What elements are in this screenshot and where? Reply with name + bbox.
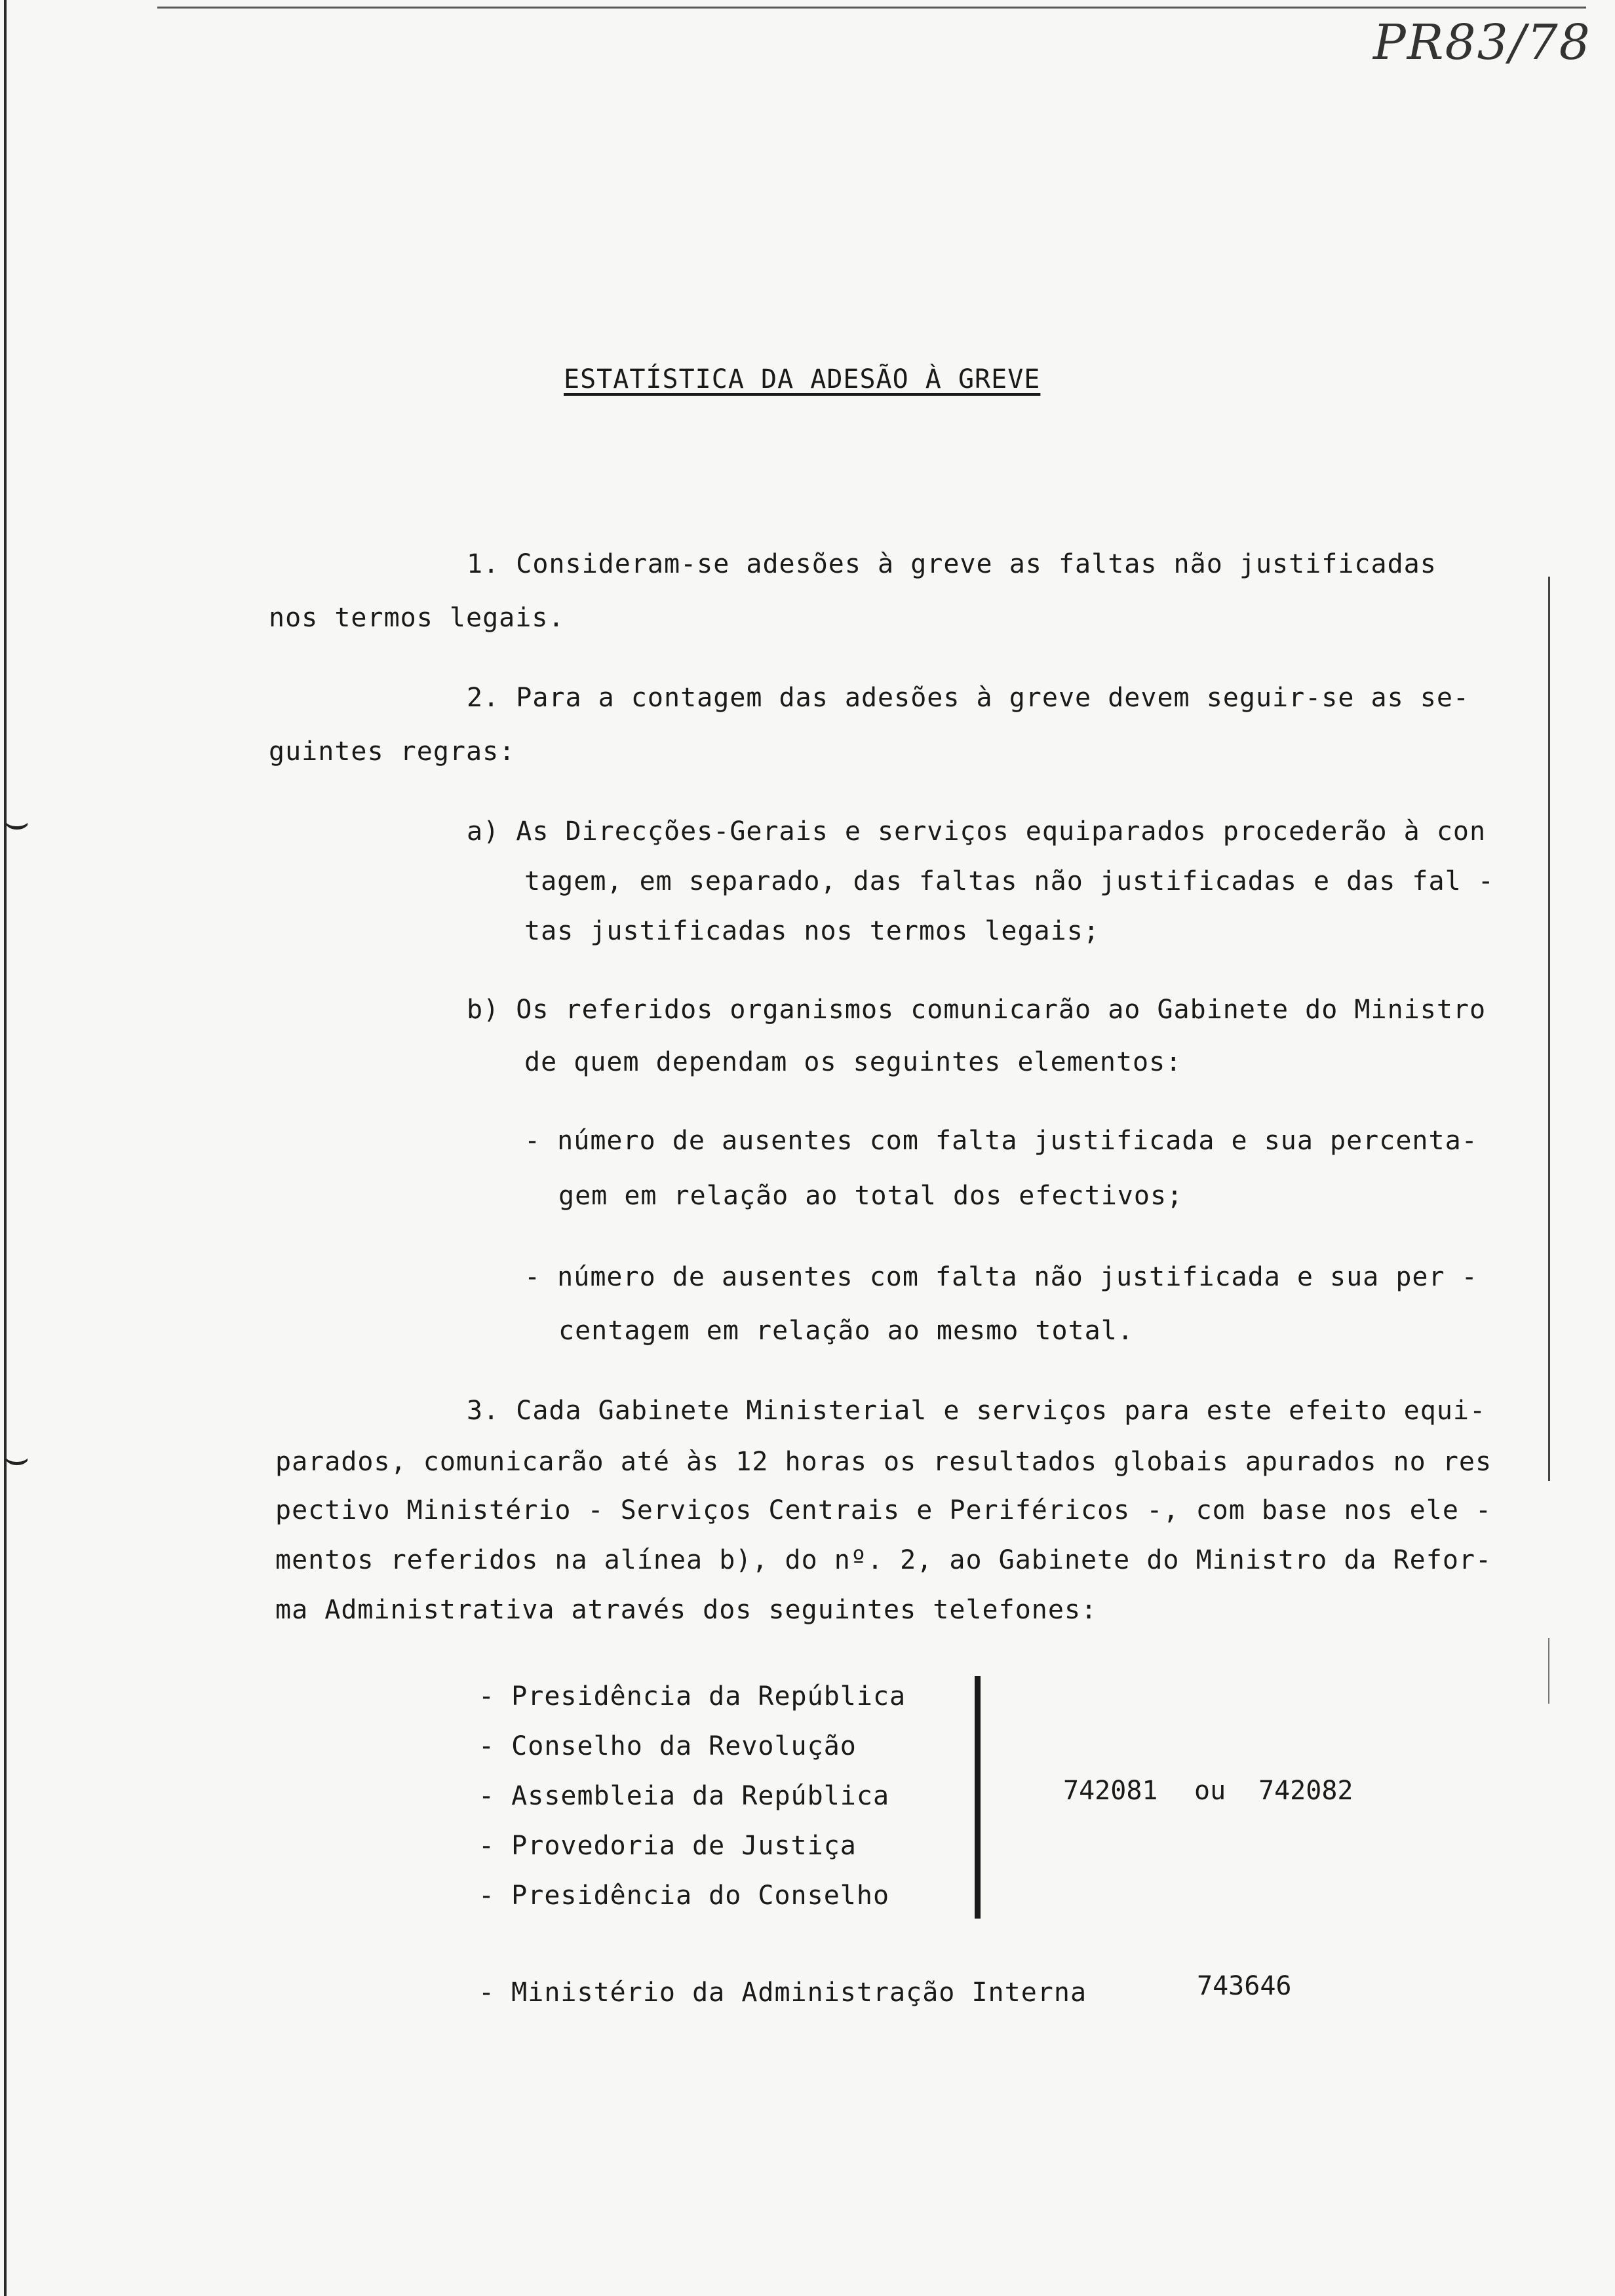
paragraph-3-line: ma Administrativa através dos seguintes telefones:	[275, 1595, 1098, 1625]
ministry-phone: 743646	[1197, 1971, 1292, 2001]
paragraph-3-line: pectivo Ministério - Serviços Centrais e Periféricos -, com base nos ele -	[275, 1495, 1492, 1525]
scan-right-rule-lower	[1548, 1638, 1549, 1704]
ministry-name: - Ministério da Administração Interna	[478, 1978, 1087, 2008]
paragraph-2-line: guintes regras:	[269, 737, 516, 767]
phone-entity: - Conselho da Revolução	[478, 1731, 857, 1761]
scan-left-edge	[4, 0, 7, 2296]
handwritten-reference: PR83/78	[1373, 14, 1591, 71]
paragraph-1-line: 1. Consideram-se adesões à greve as faltas não justificadas	[467, 549, 1437, 579]
item-a-line: tas justificadas nos termos legais;	[524, 916, 1100, 946]
scan-right-rule	[1548, 577, 1550, 1481]
phone-or-word: ou	[1194, 1776, 1226, 1806]
punch-hole-mark-upper: ⌣	[4, 799, 30, 845]
grouping-bracket-bar	[975, 1676, 981, 1919]
punch-hole-mark-lower: ⌣	[4, 1435, 30, 1481]
phone-entity: - Presidência da República	[478, 1681, 906, 1712]
paragraph-3-line: 3. Cada Gabinete Ministerial e serviços para este efeito equi-	[467, 1396, 1487, 1426]
paragraph-3-line: mentos referidos na alínea b), do nº. 2, ao Gabinete do Ministro da Refor-	[275, 1545, 1492, 1575]
phone-number-b: 742082	[1258, 1776, 1353, 1806]
paragraph-1-line: nos termos legais.	[269, 603, 565, 633]
phone-entity: - Provedoria de Justiça	[478, 1831, 857, 1861]
item-b-line: de quem dependam os seguintes elementos:	[524, 1047, 1182, 1077]
item-a-line: tagem, em separado, das faltas não justificadas e das fal -	[524, 866, 1494, 896]
phone-entity: - Assembleia da República	[478, 1781, 890, 1811]
dash-item-line: - número de ausentes com falta não justificada e sua per -	[524, 1262, 1478, 1292]
item-a-line: a) As Direcções-Gerais e serviços equiparados procederão à con	[467, 816, 1487, 847]
scan-top-rule	[157, 7, 1586, 9]
dash-item-line: - número de ausentes com falta justificada e sua percenta-	[524, 1126, 1478, 1156]
dash-item-line: gem em relação ao total dos efectivos;	[558, 1181, 1184, 1211]
dash-item-line: centagem em relação ao mesmo total.	[558, 1316, 1134, 1346]
paragraph-2-line: 2. Para a contagem das adesões à greve devem seguir-se as se-	[467, 683, 1470, 713]
item-b-line: b) Os referidos organismos comunicarão ao Gabinete do Ministro	[467, 995, 1487, 1025]
phone-entity: - Presidência do Conselho	[478, 1881, 890, 1911]
document-title: ESTATÍSTICA DA ADESÃO À GREVE	[564, 364, 1041, 394]
phone-number-a: 742081	[1063, 1776, 1158, 1806]
paragraph-3-line: parados, comunicarão até às 12 horas os resultados globais apurados no res	[275, 1447, 1492, 1477]
